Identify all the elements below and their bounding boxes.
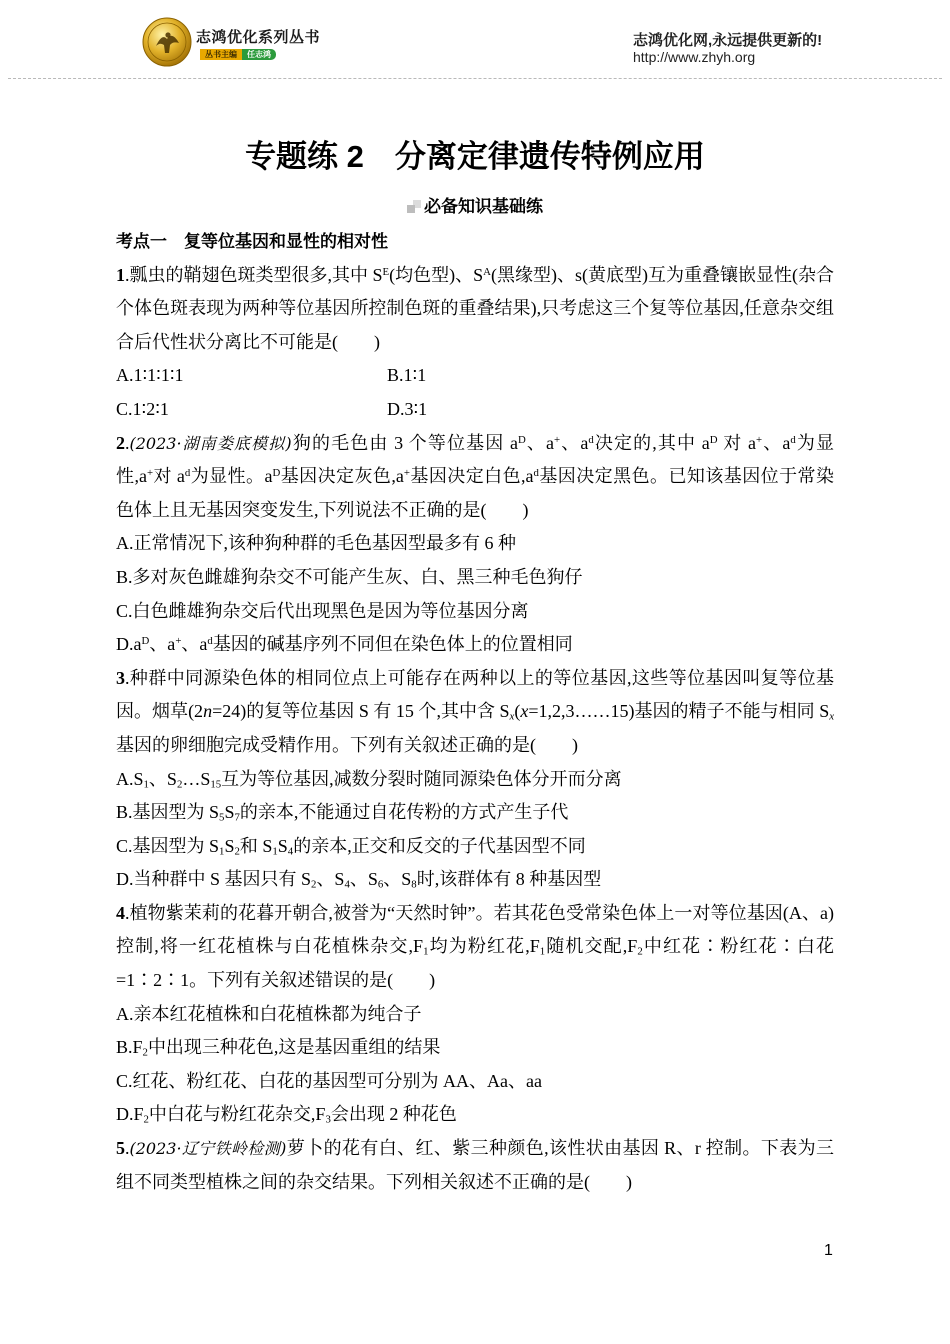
section-heading — [0, 193, 950, 221]
italic-variable: x — [520, 701, 529, 722]
site-slogan: 志鸿优化网,永远提供更新的! — [633, 32, 823, 49]
text-run: 对 a — [153, 466, 185, 487]
italic-variable: n — [203, 701, 213, 722]
text-run: 基因的卵细胞完成受精作用。下列有关叙述正确的是( ) — [116, 734, 578, 755]
answer-option[interactable] — [116, 595, 834, 629]
subscript: 6 — [377, 878, 384, 891]
text-run: B.多对灰色雌雄狗杂交不可能产生灰、白、黑三种毛色狗仔 — [116, 566, 583, 587]
question-number: 3 — [116, 667, 125, 688]
subscript: 2 — [311, 878, 317, 891]
superscript: D — [709, 433, 718, 446]
subscript: 3 — [325, 1114, 331, 1127]
answer-option[interactable] — [387, 359, 834, 393]
text-run: C.红花、粉红花、白花的基因型可分别为 AA、Aa、aa — [116, 1070, 542, 1091]
text-run: 为显性,a — [116, 432, 834, 487]
text-run: 狗的毛色由 3 个等位基因 a — [291, 432, 518, 453]
text-run: A.亲本红花植株和白花植株都为纯合子 — [116, 1003, 422, 1024]
superscript: D — [517, 433, 526, 446]
text-run: 时,该群体有 8 种基因型 — [416, 869, 602, 890]
text-run: .瓢虫的鞘翅色斑类型很多,其中 S — [125, 264, 383, 285]
superscript: E — [382, 265, 390, 278]
superscript: d — [533, 467, 539, 480]
subscript: 7 — [234, 811, 240, 824]
text-run: 随机交配,F — [545, 936, 638, 957]
superscript: + — [146, 467, 154, 480]
text-run: 中白花与粉红花杂交,F — [148, 1104, 326, 1125]
option-row — [116, 595, 834, 629]
text-run: B.1∶1 — [387, 365, 427, 386]
text-run: 为显性。a — [190, 466, 273, 487]
answer-option[interactable] — [116, 359, 387, 393]
answer-option[interactable] — [116, 830, 834, 864]
question-5 — [116, 1132, 834, 1199]
question-1 — [116, 259, 834, 427]
text-run: .植物紫茉莉的花暮开朝合,被誉为“天然时钟”。若其花色受常染色体上一对等位基因(A、a)控制,将一红花植株与白花植株杂交,F — [116, 902, 834, 957]
question-number: 5 — [116, 1138, 125, 1159]
text-run: 、S — [383, 869, 412, 890]
text-run: 的亲本,正交和反交的子代基因型不同 — [293, 835, 586, 856]
text-run: D.3∶1 — [387, 398, 428, 419]
superscript: D — [272, 467, 281, 480]
text-run: 、a — [181, 634, 208, 655]
answer-option[interactable] — [116, 1031, 834, 1065]
question-stem — [116, 427, 834, 528]
superscript: d — [207, 635, 213, 648]
text-run: =24)的复等位基因 S 有 15 个,其中含 S — [212, 701, 510, 722]
question-2 — [116, 427, 834, 662]
text-run: S — [277, 835, 288, 856]
option-row — [116, 998, 834, 1032]
header-divider — [8, 78, 942, 79]
answer-option[interactable] — [116, 796, 834, 830]
text-run: =1,2,3……15)基因的精子不能与相同 S — [528, 701, 830, 722]
text-run: . — [125, 432, 130, 453]
answer-option[interactable] — [387, 393, 834, 427]
text-run: 基因的碱基序列不同但在染色体上的位置相同 — [212, 634, 573, 655]
topic-heading: 考点一 复等位基因和显性的相对性 — [116, 232, 388, 251]
question-4 — [116, 897, 834, 1132]
question-stem — [116, 662, 834, 763]
option-row — [116, 1098, 834, 1132]
text-run: S — [224, 802, 235, 823]
superscript: d — [184, 467, 191, 480]
text-run: 、a — [762, 432, 791, 453]
text-run: 、a — [560, 432, 589, 453]
editor-bar — [200, 49, 276, 60]
option-row — [116, 763, 834, 797]
answer-option[interactable] — [116, 763, 834, 797]
option-row — [116, 1065, 834, 1099]
subscript: 1 — [272, 845, 278, 858]
text-run: 决定的,其中 a — [593, 432, 710, 453]
superscript: + — [554, 433, 561, 446]
subscript: 4 — [287, 845, 294, 858]
subscript: x — [509, 711, 515, 723]
page-number: 1 — [824, 1242, 833, 1259]
text-run: 对 a — [717, 432, 756, 453]
superscript: + — [403, 467, 410, 480]
text-run: 萝卜的花有白、红、紫三种颜色,该性状由基因 R、r 控制。下表为三组不同类型植株之间的杂交结果。下列相关叙述不正确的是( ) — [116, 1138, 834, 1192]
text-run: B.基因型为 S — [116, 802, 220, 823]
subscript: 1 — [423, 946, 429, 959]
subscript: 2 — [142, 1046, 148, 1059]
option-row — [116, 527, 834, 561]
subscript: 1 — [219, 845, 225, 858]
editor-name: 任志鸿 — [242, 49, 276, 60]
subscript: 1 — [143, 778, 149, 791]
text-run: D.F — [116, 1104, 144, 1125]
text-run: D.当种群中 S 基因只有 S — [116, 869, 312, 890]
text-run: (黑缘型)、s(黄底型)互为重叠镶嵌显性(杂合个体色斑表现为两种等位基因所控制色斑的重叠结果),只考虑这三个复等位基因,任意杂交组合后代性状分离比不可能是( ) — [116, 264, 834, 352]
subscript: 5 — [219, 811, 225, 824]
text-run: .种群中同源染色体的相同位点上可能存在两种以上的等位基因,这些等位基因叫复等位基因。烟草(2 — [116, 667, 834, 722]
question-list — [116, 259, 834, 1200]
option-row — [116, 561, 834, 595]
option-row — [116, 830, 834, 864]
text-run: A.S — [116, 768, 144, 789]
text-run: 、S — [349, 869, 378, 890]
subscript: x — [829, 711, 834, 723]
text-run: 、S — [316, 869, 345, 890]
text-run: S — [224, 835, 235, 856]
answer-option[interactable] — [116, 561, 834, 595]
subscript: 4 — [344, 878, 350, 891]
superscript: A — [483, 265, 491, 278]
subscript: 2 — [234, 845, 240, 858]
page-title: 专题练 2 分离定律遗传特例应用 — [245, 139, 705, 174]
text-run: 互为等位基因,减数分裂时随同源染色体分开而分离 — [221, 768, 622, 789]
question-stem — [116, 897, 834, 998]
subscript: 2 — [143, 1114, 149, 1127]
text-run: 、a — [149, 634, 176, 655]
question-stem — [116, 1132, 834, 1199]
text-run: D.a — [116, 634, 142, 655]
answer-option[interactable] — [116, 393, 387, 427]
text-run: A.正常情况下,该种狗种群的毛色基因型最多有 6 种 — [116, 533, 516, 554]
text-run: 、S — [148, 768, 177, 789]
option-row — [116, 393, 834, 427]
squares-icon — [407, 200, 422, 213]
subscript: 1 — [539, 946, 546, 959]
superscript: + — [755, 433, 763, 446]
question-source: (2023·辽宁铁岭检测) — [129, 1139, 287, 1159]
subscript: 2 — [637, 946, 643, 959]
text-run: C.1∶2∶1 — [116, 398, 169, 419]
text-run: 和 S — [239, 835, 273, 856]
option-row — [116, 628, 834, 662]
answer-option[interactable] — [116, 628, 834, 662]
text-run: 中红花∶粉红花∶白花=1∶2∶1。下列有关叙述错误的是( ) — [116, 936, 834, 991]
question-source: (2023·湖南娄底模拟) — [129, 433, 292, 453]
superscript: d — [790, 433, 796, 446]
text-run: …S — [182, 768, 211, 789]
answer-option[interactable] — [116, 1065, 834, 1099]
answer-option[interactable] — [116, 1098, 834, 1132]
text-run: C.白色雌雄狗杂交后代出现黑色是因为等位基因分离 — [116, 600, 529, 621]
question-3 — [116, 662, 834, 897]
subscript: 2 — [176, 778, 183, 791]
question-number: 1 — [116, 264, 125, 285]
option-row — [116, 1031, 834, 1065]
series-title: 志鸿优化系列丛书 — [196, 29, 321, 46]
text-run: 基因决定黑色。已知该基因位于常染色体上且无基因突变发生,下列说法不正确的是( ) — [116, 466, 834, 520]
subscript: 15 — [210, 778, 222, 791]
option-row — [116, 359, 834, 393]
superscript: d — [588, 433, 594, 446]
text-run: 、a — [525, 432, 555, 453]
text-run: C.基因型为 S — [116, 835, 220, 856]
answer-option[interactable] — [116, 998, 834, 1032]
text-run: 基因决定灰色,a — [280, 466, 404, 487]
text-run: B.F — [116, 1037, 143, 1058]
content — [116, 225, 834, 1199]
text-run: 基因决定白色,a — [409, 466, 534, 487]
text-run: . — [125, 1138, 130, 1159]
site-url[interactable]: http://www.zhyh.org — [633, 49, 756, 65]
text-run: 的亲本,不能通过自花传粉的方式产生子代 — [239, 802, 569, 823]
option-row — [116, 863, 834, 897]
question-number: 2 — [116, 432, 125, 453]
eagle-emblem-icon — [142, 17, 192, 67]
text-run: ( — [514, 701, 521, 722]
answer-option[interactable] — [116, 527, 834, 561]
text-run: 中出现三种花色,这是基因重组的结果 — [147, 1037, 441, 1058]
superscript: + — [175, 635, 182, 648]
question-number: 4 — [116, 902, 125, 923]
text-run: (均色型)、S — [389, 264, 484, 285]
superscript: D — [141, 635, 150, 648]
option-row — [116, 796, 834, 830]
answer-option[interactable] — [116, 863, 834, 897]
question-stem — [116, 259, 834, 360]
text-run: A.1∶1∶1∶1 — [116, 365, 184, 386]
section-label: 必备知识基础练 — [424, 197, 543, 216]
text-run: 会出现 2 种花色 — [330, 1104, 457, 1125]
text-run: 均为粉红花,F — [428, 936, 540, 957]
editor-label: 丛书主编 — [200, 49, 242, 60]
subscript: 8 — [411, 878, 417, 891]
